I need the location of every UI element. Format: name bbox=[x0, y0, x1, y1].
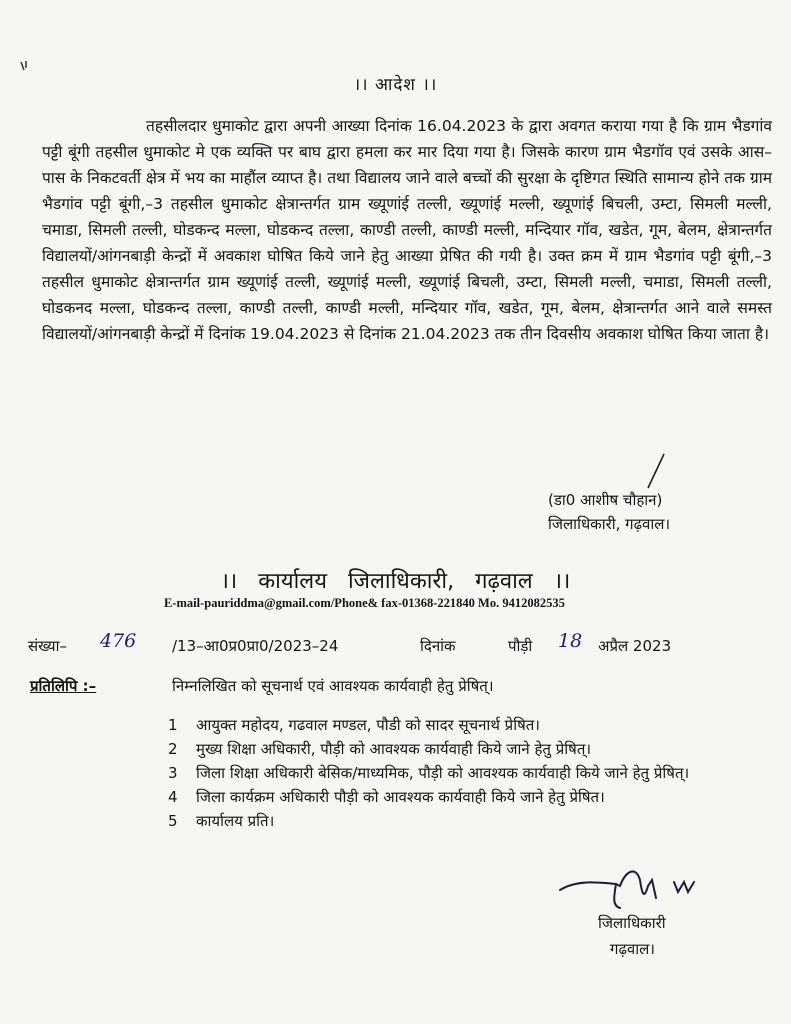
signatory2-place: गढ़वाल। bbox=[610, 940, 655, 958]
signature-block-2 bbox=[598, 910, 666, 962]
item-number: 5 bbox=[168, 812, 178, 830]
date-day: 18 bbox=[558, 630, 583, 652]
order-title: ।। आदेश ।। bbox=[353, 75, 438, 95]
signatory2-designation: जिलाधिकारी bbox=[598, 914, 666, 932]
item-text: आयुक्त महोदय, गढवाल मण्डल, पौडी को सादर सूचनार्थ प्रेषित। bbox=[196, 716, 540, 734]
copy-intro: निम्नलिखित को सूचनार्थ एवं आवश्यक कार्यवाही हेतु प्रेषित्। bbox=[172, 677, 494, 695]
list-item bbox=[168, 785, 778, 809]
copy-list bbox=[168, 713, 778, 833]
item-number: 4 bbox=[168, 788, 178, 806]
handwritten-signature bbox=[556, 860, 716, 916]
item-number: 3 bbox=[168, 764, 178, 782]
item-text: जिला कार्यक्रम अधिकारी पौड़ी को आवश्यक कार्यवाही किये जाने हेतु प्रेषित। bbox=[196, 788, 605, 806]
order-body: तहसीलदार धुमाकोट द्वारा अपनी आख्या दिनांक 16.04.2023 के द्वारा अवगत कराया गया है कि ग्राम भैडगांव पट्टी बूंगी तहसील धुमाकोट मे एक व्यक्ति पर बाघ द्वारा हमला कर मार दिया गया है। जिसके कारण ग्राम भैडगॉव एवं उसके आस–पास के निकटवर्ती क्षेत्र में भय का माहौंल व्याप्त है। तथा विद्यालय जाने वाले बच्चों की सुरक्षा के दृष्टिगत स्थिति सामान्य होने तक ग्राम भैडगांव पट्टी बूंगी,–3 तहसील धुमाकोट क्षेत्रान्तर्गत ग्राम ख्यूणांई तल्ली, ख्यूणांई मल्ली, ख्यूणांई बिचली, उम्टा, सिमली मल्ली, चमाडा, सिमली तल्ली, घोडकन्द मल्ला, घोडकन्द तल्ला, काण्डी तल्ली, काण्डी मल्ली, मन्दियार गॉव, खडेत, गूम, बेलम, क्षेत्रान्तर्गत विद्यालयों/आंगनबाड़ी केन्द्रों में अवकाश घोषित किये जाने हेतु आख्या प्रेषित की गयी है। उक्त क्रम में ग्राम भैडगांव पट्टी बूंगी,–3 तहसील धुमाकोट क्षेत्रान्तर्गत ग्राम ख्यूणांई तल्ली, ख्यूणांई मल्ली, ख्यूणांई बिचली, उम्टा, सिमली मल्ली, चमाडा, सिमली तल्ली, घोडकनद मल्ला, घोडकन्द तल्ला, काण्डी तल्ली, काण्डी मल्ली, मन्दियार गॉव, खडेत, गूम, बेलम, क्षेत्रान्तर्गत आने वाले समस्त विद्यालयों/आंगनबाड़ी केन्द्रों में दिनांक 19.04.2023 से दिनांक 21.04.2023 तक तीन दिवसीय अवकाश घोषित किया जाता है। bbox=[42, 117, 773, 343]
list-item bbox=[168, 713, 778, 737]
list-item bbox=[168, 809, 778, 833]
office-header: ।। कार्यालय जिलाधिकारी, गढ़वाल ।। bbox=[220, 569, 571, 594]
item-number: 1 bbox=[168, 716, 178, 734]
list-item bbox=[168, 761, 778, 785]
reference-number: 476 bbox=[100, 630, 137, 652]
item-number: 2 bbox=[168, 740, 178, 758]
reference-suffix: /13–आ0प्र0प्रा0/2023–24 bbox=[172, 637, 339, 655]
reference-label: संख्या– bbox=[28, 637, 68, 655]
signature-block-1 bbox=[548, 488, 670, 536]
item-text: मुख्य शिक्षा अधिकारी, पौड़ी को आवश्यक कार्यवाही किये जाने हेतु प्रेषित्। bbox=[196, 740, 592, 758]
signatory-designation: जिलाधिकारी, गढ़वाल। bbox=[548, 515, 671, 533]
date-place: पौड़ी bbox=[508, 637, 533, 655]
signatory-name: (डा0 आशीष चौहान) bbox=[548, 491, 663, 509]
item-text: कार्यालय प्रति। bbox=[196, 812, 275, 830]
date-month-year: अप्रैल 2023 bbox=[598, 637, 672, 655]
list-item bbox=[168, 737, 778, 761]
contact-line: E-mail-pauriddma@gmail.com/Phone& fax-01368-221840 Mo. 9412082535 bbox=[164, 596, 565, 610]
item-text: जिला शिक्षा अधिकारी बेसिक/माध्यमिक, पौड़ी को आवश्यक कार्यवाही किये जाने हेतु प्रेषित्। bbox=[196, 764, 690, 782]
initial-stroke bbox=[640, 452, 670, 492]
date-label: दिनांक bbox=[420, 637, 456, 655]
copy-label: प्रतिलिपि :– bbox=[30, 677, 97, 695]
